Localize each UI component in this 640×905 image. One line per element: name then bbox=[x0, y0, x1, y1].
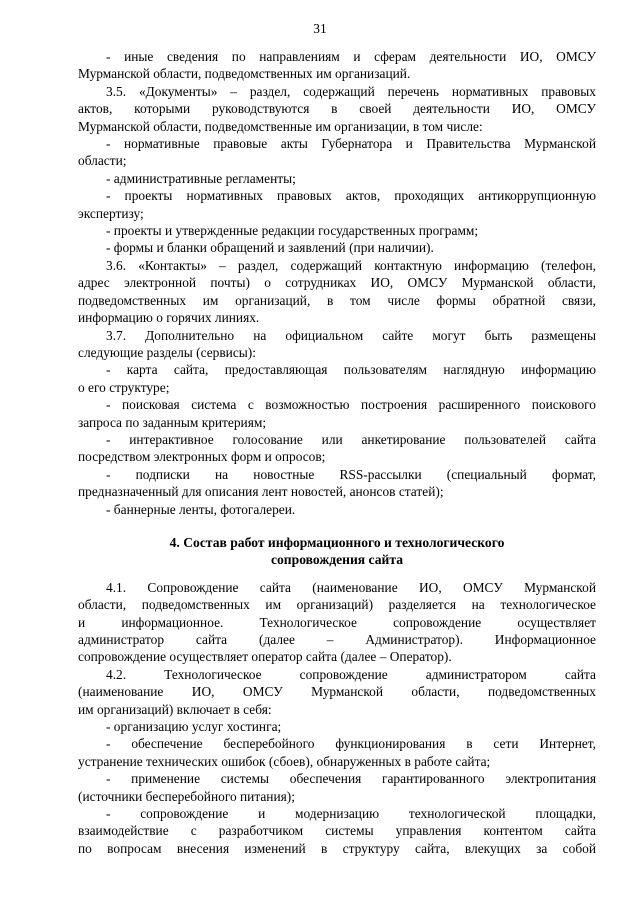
text-line: - нормативные правовые акты Губернатора и Правительства Мурманской bbox=[106, 136, 596, 152]
text-line: адрес электронной почты) о сотрудниках ИО, ОМСУ Мурманской области, bbox=[78, 275, 596, 291]
text-line: Мурманской области, подведомственные им организации, в том числе: bbox=[78, 118, 483, 134]
page-content bbox=[78, 48, 596, 857]
text-line: Мурманской области, подведомственных им организаций. bbox=[78, 66, 411, 82]
text-line: 3.5. «Документы» – раздел, содержащий перечень нормативных правовых bbox=[106, 83, 596, 99]
section-heading bbox=[78, 534, 596, 569]
text-line: 4.1. Сопровождение сайта (наименование ИО, ОМСУ Мурманской bbox=[106, 579, 596, 595]
list-item: - административные регламенты; bbox=[106, 170, 296, 186]
list-item: - организацию услуг хостинга; bbox=[106, 719, 282, 735]
text-line: - интерактивное голосование или анкетирование пользователей сайта bbox=[106, 431, 596, 447]
text-line: области; bbox=[78, 153, 127, 169]
text-line: посредством электронных форм и опросов; bbox=[78, 449, 326, 465]
list-item: - баннерные ленты, фотогалереи. bbox=[106, 501, 296, 517]
text-line: 3.6. «Контакты» – раздел, содержащий контактную информацию (телефон, bbox=[106, 257, 596, 273]
paragraph-4-2 bbox=[78, 666, 596, 718]
list-item bbox=[78, 187, 596, 222]
text-line: по вопросам внесения изменений в структуру сайта, влекущих за собой bbox=[78, 840, 596, 856]
list-item: - формы и бланки обращений и заявлений (при наличии). bbox=[106, 240, 434, 256]
list-item bbox=[78, 431, 596, 466]
text-line: сопровождение осуществляет оператор сайта (далее – Оператор). bbox=[78, 649, 452, 665]
text-line: - сопровождение и модернизацию технологической площадки, bbox=[106, 806, 596, 822]
text-line: (наименование ИО, ОМСУ Мурманской области, подведомственных bbox=[78, 684, 596, 700]
text-line: - поисковая система с возможностью построения расширенного поискового bbox=[106, 397, 596, 413]
list-item: - проекты и утвержденные редакции государственных программ; bbox=[106, 223, 479, 239]
text-line: следующие разделы (сервисы): bbox=[78, 344, 256, 360]
text-line: - обеспечение бесперебойного функционирования в сети Интернет, bbox=[106, 736, 596, 752]
list-item bbox=[78, 466, 596, 501]
list-item bbox=[78, 396, 596, 431]
text-line: - подписки на новостные RSS-рассылки (специальный формат, bbox=[106, 466, 596, 482]
list-item bbox=[78, 135, 596, 170]
text-line: информацию о горячих линиях. bbox=[78, 310, 260, 326]
text-line: 3.7. Дополнительно на официальном сайте могут быть размещены bbox=[106, 327, 596, 343]
text-line: администратор сайта (далее – Администратор). Информационное bbox=[78, 632, 596, 647]
page-number: 31 bbox=[313, 21, 327, 36]
text-line: - иные сведения по направлениям и сферам деятельности ИО, ОМСУ bbox=[106, 49, 596, 64]
paragraph-3-6-contacts bbox=[78, 257, 596, 327]
text-line: им организаций) включает в себя: bbox=[78, 701, 272, 717]
text-line: взаимодействие с разработчиком системы управления контентом сайта bbox=[78, 823, 596, 839]
heading-line: сопровождения сайта bbox=[270, 552, 404, 568]
text-line: 4.2. Технологическое сопровождение администратором сайта bbox=[106, 666, 596, 682]
list-item bbox=[78, 361, 596, 396]
text-line: запроса по заданным критериям; bbox=[78, 414, 267, 430]
paragraph-3-5-documents bbox=[78, 83, 596, 135]
text-line: о его структуре; bbox=[78, 379, 170, 395]
list-item bbox=[78, 735, 596, 770]
text-line: - карта сайта, предоставляющая пользователям наглядную информацию bbox=[106, 362, 596, 378]
text-line: актов, которыми руководствуются в своей деятельности ИО, ОМСУ bbox=[78, 101, 596, 117]
paragraph-3-7-additional bbox=[78, 327, 596, 362]
text-line: - применение системы обеспечения гарантированного электропитания bbox=[106, 771, 596, 787]
text-line: и информационное. Технологическое сопровождение осуществляет bbox=[78, 614, 596, 630]
list-item bbox=[78, 805, 596, 857]
text-line: устранение технических ошибок (сбоев), обнаруженных в работе сайта; bbox=[78, 753, 491, 769]
text-line: области, подведомственных им организаций) разделяется на технологическое bbox=[78, 597, 596, 613]
text-line: предназначенный для описания лент новостей, анонсов статей); bbox=[78, 484, 444, 500]
text-line: подведомственных им организаций, в том числе формы обратной связи, bbox=[78, 292, 596, 308]
heading-line: 4. Состав работ информационного и технологического bbox=[169, 534, 505, 550]
text-line: (источники бесперебойного питания); bbox=[78, 788, 295, 804]
list-item bbox=[78, 770, 596, 805]
paragraph-4-1 bbox=[78, 579, 596, 666]
paragraph-other-info bbox=[78, 48, 596, 83]
text-line: - проекты нормативных правовых актов, проходящих антикоррупционную bbox=[106, 188, 596, 204]
text-line: экспертизу; bbox=[78, 205, 144, 221]
